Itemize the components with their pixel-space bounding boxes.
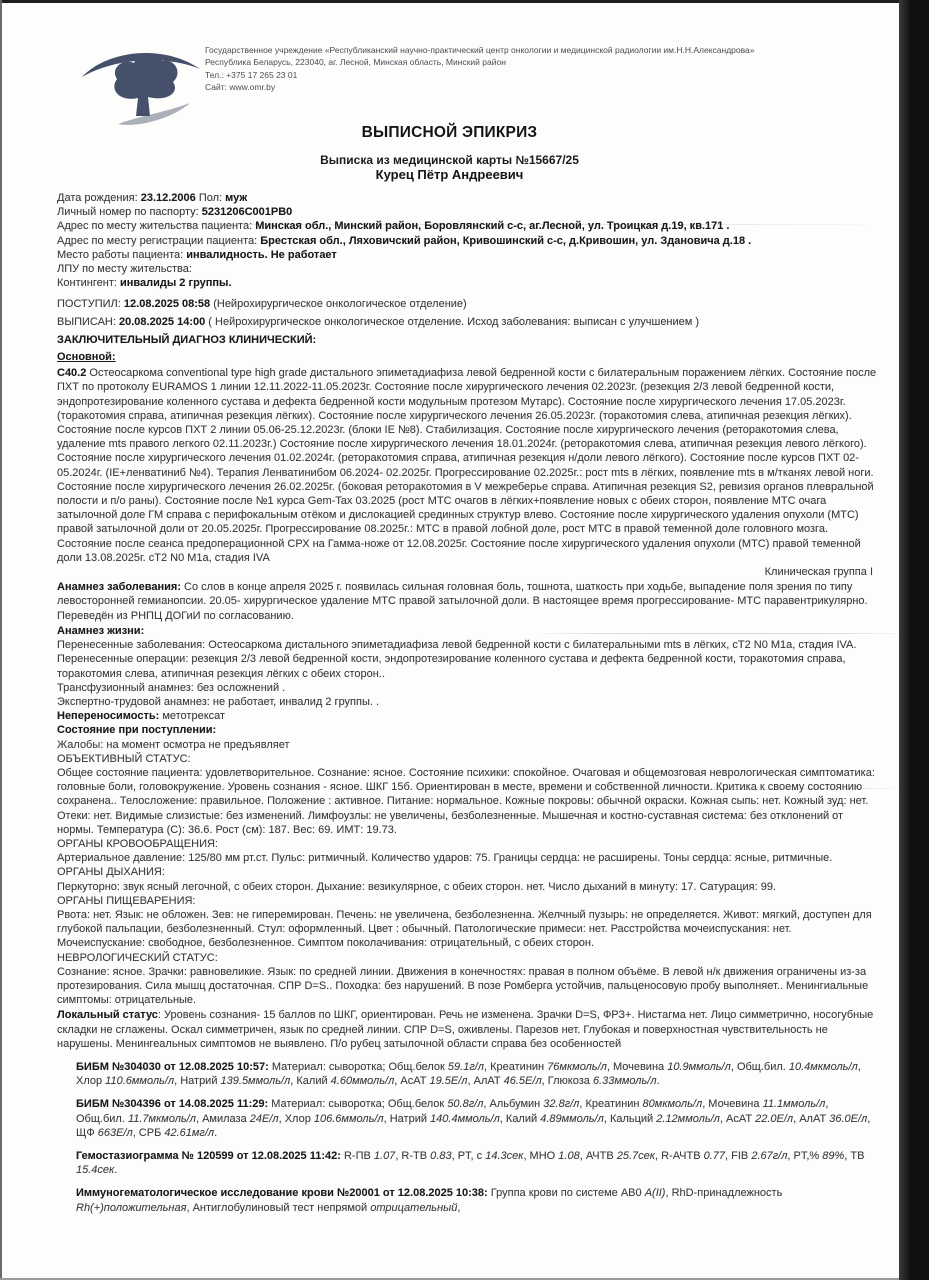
final-diagnosis-heading: ЗАКЛЮЧИТЕЛЬНЫЙ ДИАГНОЗ КЛИНИЧЕСКИЙ: — [57, 333, 317, 346]
digestion-text: Рвота: нет. Язык: не обложен. Зев: не гиперемирован. Печень: не увеличена, безболезненна. Желчный пузырь: не определяется. Живот: мягкий, доступен для глубокой пальпации, безболезненный. Стул: оформленный. Цвет : обычный. Патологические примеси: нет. Расстройства мочеиспускания: нет. Мочеиспускание: свободное, безболезненное. Симптом поколачивания: отрицательный, с обеих сторон. — [57, 908, 872, 950]
general-state-text: Общее состояние пациента: удовлетворительное. Сознание: ясное. Состояние психики: спокойное. Очаговая и общемозговая неврологическая симптоматика: головные боли, головокружение. Уровень сознания - ясное. ШКГ 15б. Ориентирован в месте, времени и собственной личности. Критика к своему состоянию сохранена.. Телосложение: правильное. Положение : активное. Питание: нормальное. Кожные покровы: обычной окраски. Кожная сыпь: нет. Кожный зуд: нет. Отеки: нет. Видимые слизистые: без изменений. Лимфоузлы: не увеличены, безболезненные. Мышечная и костно-суставная система: без отклонений от нормы. Температура (С): 36.6. Рост (см): 187. Вес: 69. ИМТ: 19.73. — [57, 766, 875, 836]
lab-immunohematology: Иммуногематологическое исследование крови №20001 от 12.08.2025 10:38: Группа крови по системе АВ0 A(II), RhD-принадлежность Rh(+)положительная, Антиглобулиновый тест непрямой отрицательный, — [76, 1187, 783, 1214]
disease-anamnesis: Анамнез заболевания: Со слов в конце апреля 2025 г. появилась сильная головная боль, тошнота, шаткость при ходьбе, выпадение поля зрения по типу левосторонней гемианопсии. 20.05- хирургическое удаление МТС правой затылочной доли. В настоящее время прогрессирование- МТС паравентрикулярно. Переведён из РНПЦ ДОГиИ по согласованию. — [57, 581, 868, 622]
registration-address-line: Адрес по месту регистрации пациента: Брестская обл., Ляховичский район, Кривошинский с-с, д.Кривошин, ул. Здановича д.18 . — [57, 234, 752, 247]
admitted-line: ПОСТУПИЛ: 12.08.2025 08:58 (Нейрохирургическое онкологическое отделение) — [57, 298, 467, 311]
lpu-line: ЛПУ по месту жительства: — [57, 263, 192, 276]
blood-pressure-line: Артериальное давление: 125/80 мм рт.ст. Пульс: ритмичный. Количество ударов: 75. Границы сердца: не расширены. Тоны сердца: ясные, ритмичные. — [57, 852, 833, 865]
neuro-status-text: Сознание: ясное. Зрачки: равновеликие. Язык: по средней линии. Движения в конечностях: правая в полном объёме. В левой н/к движения ограничены из-за протезирования. Сила мышц достаточная. СПР D=S.. Походка: без нарушений. В позе Ромберга устойчив, пальценосовую пробу выполняет.. Менингиальные симптомы: отрицательные. — [57, 965, 869, 1007]
birth-date-line: Дата рождения: 23.12.2006 Пол: муж — [57, 192, 248, 204]
document-title: ВЫПИСНОЙ ЭПИКРИЗ — [361, 124, 538, 141]
past-operations-line: Перенесенные операции: резекция 2/3 левой бедренной кости, эндопротезирование коленного сустава и дефекта бедренной кости, торакотомия справа, торакотомия слева, атипичная резекция лёгких с обеих сторон.. — [57, 653, 846, 680]
org-info-line: Тел.: +375 17 265 23 01 — [205, 69, 298, 80]
residence-address-line: Адрес по месту жительства пациента: Минская обл., Минский район, Боровлянский с-с, аг.Лесной, ул. Троицкая д.19, кв.171 . — [57, 220, 730, 233]
percussion-line: Перкуторно: звук ясный легочной, с обеих сторон. Дыхание: везикулярное, с обеих сторон. нет. Число дыханий в минуту: 17. Сатурация: 99. — [57, 880, 777, 893]
life-anamnesis-heading: Анамнез жизни: — [57, 624, 145, 637]
scan-edge-left — [0, 0, 2, 1280]
scan-edge-top — [0, 0, 929, 3]
scan-edge-right — [899, 0, 929, 1280]
organization-info — [205, 44, 765, 93]
document-body — [57, 191, 879, 1215]
org-info-line: Государственное учреждение «Республиканский научно-практический центр онкологии и медицинской радиологии им.Н.Н.Александрова» — [205, 45, 755, 55]
lab-hemostasiogram: Гемостазиограмма № 120599 от 12.08.2025 11:42: R-ПВ 1.07, R-ТВ 0.83, PT, с 14.3сек, МНО 1.08, АЧТВ 25.7сек, R-АЧТВ 0.77, FIB 2.67г/л, PT,% 89%, ТВ 15.4сек. — [76, 1150, 865, 1177]
org-info-line: Республика Беларусь, 223040, аг. Лесной, Минская область, Минский район — [205, 57, 506, 68]
passport-number-line: Личный номер по паспорту: 5231206C001PB0 — [57, 206, 293, 219]
patient-name: Курец Пётр Андреевич — [375, 167, 524, 182]
work-place-line: Место работы пациента: инвалидность. Не работает — [57, 248, 337, 261]
respiration-heading: ОРГАНЫ ДЫХАНИЯ: — [57, 866, 165, 879]
local-status-text: Локальный статус: Уровень сознания- 15 баллов по ШКГ, ориентирован. Речь не изменена. Зрачки D=S, ФРЗ+. Нистагма нет. Лицо симметрично, носогубные складки не сглажены. Оскал симметричен, язык по средней линии. СПР D=S, оживлены. Парезов нет. Глубокая и поверхностная чувствительность не нарушены. Менингеальных симптомов не выявлено. П/о рубец затылочной области справа без особенностей — [57, 1009, 874, 1050]
clinical-group-line: Клиническая группа I — [764, 566, 873, 579]
complaints-line: Жалобы: на момент осмотра не предъявляет — [57, 738, 290, 751]
expert-labor-anamnesis-line: Экспертно-трудовой анамнез: не работает, инвалид 2 группы. . — [57, 695, 380, 708]
past-diseases-line: Перенесенные заболевания: Остеосаркома дистального эпиметадиафиза левой бедренной кости с билатеральными mts в лёгких, сТ2 N0 M1a, стадия IVA. — [57, 639, 857, 652]
objective-status-heading: ОБЪЕКТИВНЫЙ СТАТУС: — [57, 752, 191, 765]
neuro-status-heading: НЕВРОЛОГИЧЕСКИЙ СТАТУС: — [57, 951, 218, 964]
org-info-line: Сайт: www.omr.by — [205, 81, 276, 92]
main-diagnosis-text: C40.2 Остеосаркома conventional type high grade дистального эпиметадиафиза левой бедренной кости с билатеральным поражением лёгких. Состояние после ПХТ по протоколу EURAMOS 1 линии 12.11.2022-11.05.2023г. Состояние после хирургического лечения 02.2023г. (резекция 2/3 левой бедренной кости, эндопротезирование коленного сустава и дефекта бедренной кости модульным протезом Мутарс). Состояние после хирургического лечения 17.05.2023г. (торакотомия справа, атипичная резекция лёгких). Состояние после хирургического лечения 26.05.2023г. (торакотомия слева, атипичная резекция лёгких). Состояние после курсов ПХТ 2 линии 05.06-25.12.2023г. (блоки IE №8). Стабилизация. Состояние после хирургического лечения (реторакотомия слева, удаление mts правого легкого 02.11.2023г.) Состояние после хирургического лечения 18.01.2024г. (реторакотомия слева, атипичная резекция левого лёгкого). Состояние после хирургического лечения 01.02.2024г. (реторакотомия справа, атипичная резекция н/доли левого лёгкого). Состояние после курсов ПХТ 02-05.2024г. (IE+ленватиниб №4). Терапия Ленватинибом 06.2024- 02.2025г. Прогрессирование 02.2025г.: рост mts в лёгких, появление mts в м/тканях левой ноги. Состояние после хирургического лечения 26.02.2025г. (боковая реторакотомия в V межреберье справа. Атипичная резекция S2, ревизия органов плевральной полости и п/о раны). Состояние после №1 курса Gem-Tax 03.2025 (рост МТС очагов в лёгких+появление новых с обеих сторон, появление МТС очага затылочной доле ГМ справа с перифокальным отёком и дислокацией срединных структур влево. Состояние после хирургического удаления опухоли (МТС) правой затылочной доли от 20.05.2025г. Прогрессирование 08.2025г.: МТС в правой лобной доле, рост МТС в правой теменной доле головного мозга. Состояние после сеанса предоперационной СРХ на Гамма-ноже от 12.08.2025г. Состояние после хирургического удаления опухоли (МТС) правой теменной доли 13.08.2025г. сТ2 N0 M1a, стадия IVA — [57, 367, 877, 564]
oncology-center-tree-logo-icon — [78, 42, 203, 130]
transfusion-anamnesis-line: Трансфузионный анамнез: без осложнений . — [57, 681, 286, 694]
discharged-line: ВЫПИСАН: 20.08.2025 14:00 ( Нейрохирургическое онкологическое отделение. Исход заболевания: выписан с улучшением ) — [57, 315, 700, 328]
lab-bibm-304396: БИБМ №304396 от 14.08.2025 11:29: Материал: сыворотка; Общ.белок 50.8г/л, Альбумин 32.8г/л, Креатинин 80мкмоль/л, Мочевина 11.1ммоль/л, Общ.бил. 11.7мкмоль/л, Амилаза 24Е/л, Хлор 106.6ммоль/л, Натрий 140.4ммоль/л, Калий 4.89ммоль/л, Кальций 2.12ммоль/л, АсАТ 22.0Е/л, АлАТ 36.0Е/л, ЩФ 663Е/л, СРБ 42.61мг/л. — [76, 1098, 871, 1139]
intolerance-line: Непереносимость: метотрексат — [57, 710, 226, 723]
circulation-heading: ОРГАНЫ КРОВООБРАЩЕНИЯ: — [57, 837, 218, 850]
medical-card-number: Выписка из медицинской карты №15667/25 — [320, 153, 579, 167]
main-diagnosis-heading: Основной: — [57, 351, 116, 364]
lab-bibm-304030: БИБМ №304030 от 12.08.2025 10:57: Материал: сыворотка; Общ.белок 59.1г/л, Креатинин 76мкмоль/л, Мочевина 10.9ммоль/л, Общ.бил. 10.4мкмоль/л, Хлор 110.6ммоль/л, Натрий 139.5ммоль/л, Калий 4.60ммоль/л, АсАТ 19.5Е/л, АлАТ 46.5Е/л, Глюкоза 6.33ммоль/л. — [76, 1060, 861, 1088]
contingent-line: Контингент: инвалиды 2 группы. — [57, 277, 232, 290]
digestion-heading: ОРГАНЫ ПИЩЕВАРЕНИЯ: — [57, 894, 196, 907]
admission-state-heading: Состояние при поступлении: — [57, 724, 217, 737]
